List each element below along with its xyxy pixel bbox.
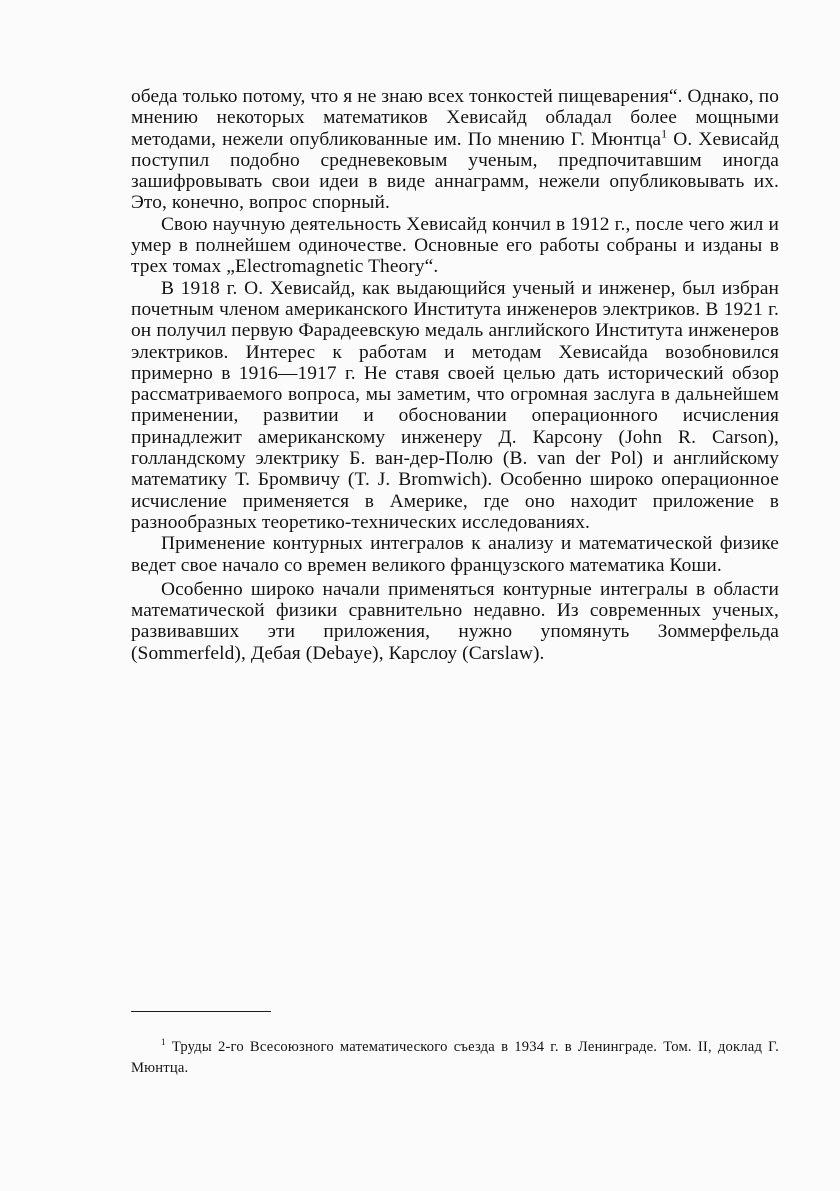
footnote-marker: 1 xyxy=(161,1036,166,1047)
paragraph-1 xyxy=(131,86,779,214)
footnote-text: Труды 2-го Всесоюзного математического съезда в 1934 г. в Ленинграде. Том. II, доклад Г. Мюнтца. xyxy=(131,1038,779,1076)
paragraph-5: Особенно широко начали применяться контурные интегралы в области математической физики сравнительно недавно. Из современных ученых, развивавших эти приложения, нужно упомянуть Зоммерфельда (Sommerfeld), Дебая (Debaye), Карслоу (Carslaw). xyxy=(131,578,779,664)
footnote xyxy=(131,1037,779,1079)
footnote-reference: 1 xyxy=(661,126,668,141)
paragraph-1-tail: О. Хевисайд поступил подобно средневековым ученым, предпочитавшим иногда зашифровывать свои идеи в виде аннаграмм, нежели опубликовывать их. Это, конечно, вопрос спорный. xyxy=(131,128,779,214)
paragraph-3: В 1918 г. О. Хевисайд, как выдающийся ученый и инженер, был избран почетным членом американского Института инженеров электриков. В 1921 г. он получил первую Фарадеевскую медаль английского Института инженеров электриков. Интерес к работам и методам Хевисайда возобновился примерно в 1916—1917 г. Не ставя своей целью дать исторический обзор рассматриваемого вопроса, мы заметим, что огромная заслуга в дальнейшем применении, развитии и обосновании операционного исчисления принадлежит американскому инженеру Д. Карсону (John R. Carson), голландскому электрику Б. ван-дер-Полю (B. van der Pol) и английскому математику Т. Бромвичу (T. J. Bromwich). Особенно широко операционное исчисление применяется в Америке, где оно находит приложение в разнообразных теоретико-технических исследованиях. xyxy=(131,277,779,533)
main-text xyxy=(131,86,779,664)
footnote-separator xyxy=(131,1011,271,1012)
paragraph-2: Свою научную деятельность Хевисайд кончил в 1912 г., после чего жил и умер в полнейшем одиночестве. Основные его работы собраны и изданы в трех томах „Electromagnetic Theory“. xyxy=(131,213,779,278)
paragraph-4: Применение контурных интегралов к анализу и математической физике ведет свое начало со времен великого французского математика Коши. xyxy=(131,533,779,576)
paragraph-1-text: обеда только потому, что я не знаю всех тонкостей пищеварения“. Однако, по мнению некоторых математиков Хевисайд обладал более мощными методами, нежели опубликованные им. По мнению Г. Мюнтца xyxy=(131,86,779,150)
